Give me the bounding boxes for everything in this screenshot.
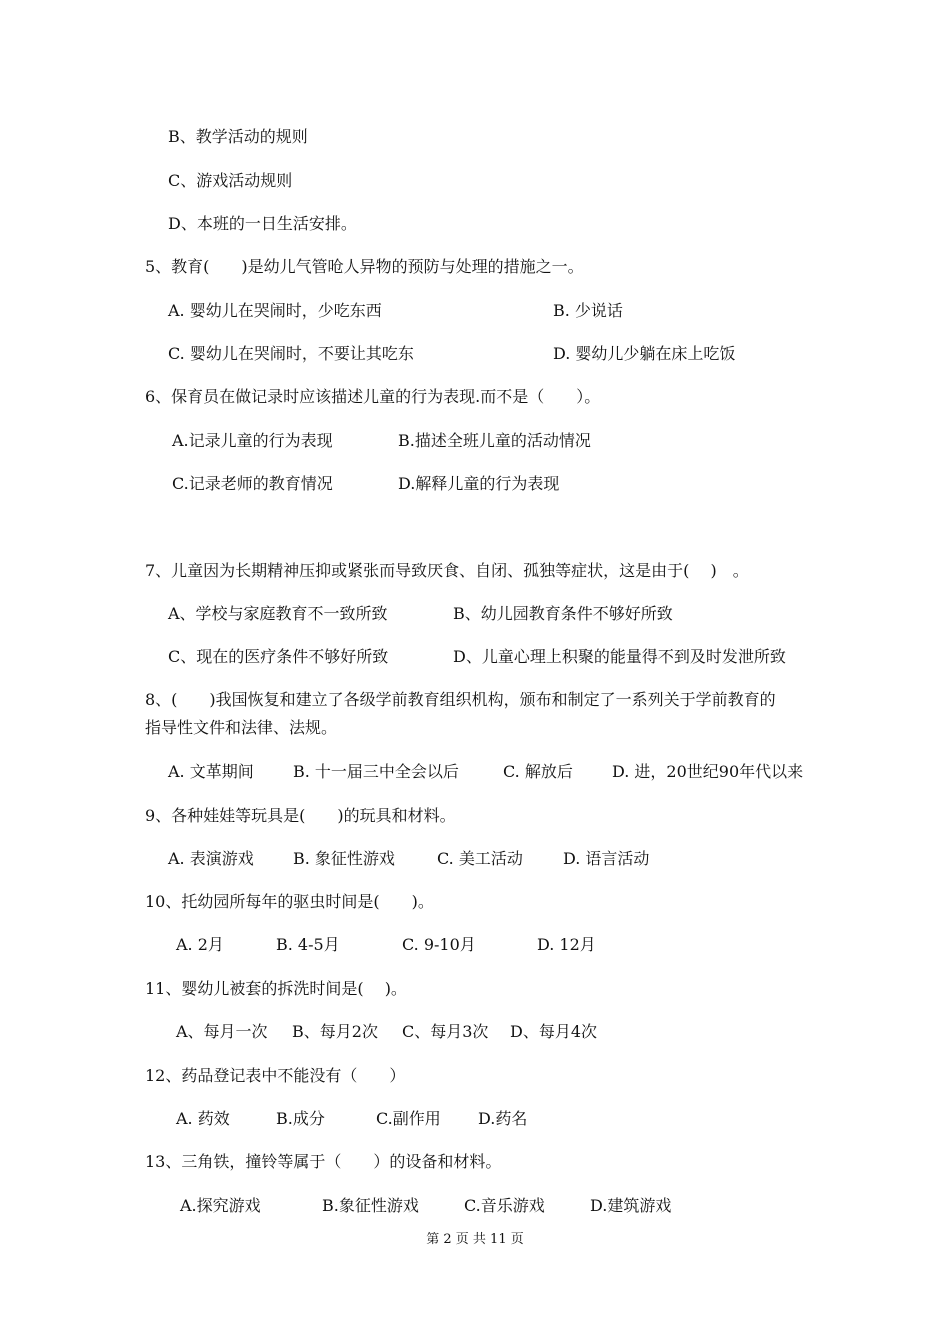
- q12-option-d: D.药名: [478, 1109, 528, 1128]
- q12-option-c: C.副作用: [376, 1109, 441, 1128]
- q5-option-b: B. 少说话: [553, 301, 623, 320]
- q13-option-c: C.音乐游戏: [464, 1196, 545, 1215]
- q7-option-c: C、现在的医疗条件不够好所致: [168, 647, 389, 666]
- q6-option-c: C.记录老师的教育情况: [172, 474, 333, 493]
- q11-option-a: A、每月一次: [176, 1022, 268, 1041]
- q8-option-b: B. 十一届三中全会以后: [293, 762, 459, 781]
- q9-option-c: C. 美工活动: [437, 849, 523, 868]
- q8-stem-line1: 8、( )我国恢复和建立了各级学前教育组织机构，颁布和制定了一系列关于学前教育的: [145, 690, 776, 709]
- q8-option-a: A. 文革期间: [168, 762, 254, 781]
- q12-option-b: B.成分: [276, 1109, 325, 1128]
- q5-option-d: D. 婴幼儿少躺在床上吃饭: [553, 344, 736, 363]
- q4-option-b: B、教学活动的规则: [168, 127, 308, 146]
- q6-option-b: B.描述全班儿童的活动情况: [398, 431, 591, 450]
- q13-option-a: A.探究游戏: [180, 1196, 261, 1215]
- q12-option-a: A. 药效: [176, 1109, 230, 1128]
- q8-stem-line2: 指导性文件和法律、法规。: [145, 718, 338, 737]
- q13-stem: 13、三角铁，撞铃等属于（ ）的设备和材料。: [145, 1152, 502, 1171]
- q8-option-d: D. 进，20世纪90年代以来: [612, 762, 804, 781]
- q10-option-b: B. 4-5月: [276, 935, 340, 954]
- q11-option-c: C、每月3次: [402, 1022, 489, 1041]
- q10-option-a: A. 2月: [176, 935, 224, 954]
- q8-option-c: C. 解放后: [503, 762, 573, 781]
- q5-stem: 5、教育( )是幼儿气管呛人异物的预防与处理的措施之一。: [145, 257, 584, 276]
- q7-option-a: A、学校与家庭教育不一致所致: [168, 604, 388, 623]
- q7-option-d: D、儿童心理上积聚的能量得不到及时发泄所致: [453, 647, 786, 666]
- q9-option-a: A. 表演游戏: [168, 849, 254, 868]
- q4-option-d: D、本班的一日生活安排。: [168, 214, 357, 233]
- q11-option-b: B、每月2次: [292, 1022, 378, 1041]
- page-number-footer: 第 2 页 共 11 页: [426, 1232, 524, 1247]
- q11-option-d: D、每月4次: [510, 1022, 598, 1041]
- q6-stem: 6、保育员在做记录时应该描述儿童的行为表现.而不是（ ）。: [145, 387, 601, 406]
- q10-option-d: D. 12月: [537, 935, 596, 954]
- q11-stem: 11、婴幼儿被套的拆洗时间是( )。: [145, 979, 407, 998]
- q7-stem: 7、儿童因为长期精神压抑或紧张而导致厌食、自闭、孤独等症状，这是由于( ) 。: [145, 561, 749, 580]
- q5-option-c: C. 婴幼儿在哭闹时，不要让其吃东: [168, 344, 414, 363]
- q10-option-c: C. 9-10月: [402, 935, 476, 954]
- q9-option-b: B. 象征性游戏: [293, 849, 395, 868]
- q9-option-d: D. 语言活动: [563, 849, 650, 868]
- q10-stem: 10、托幼园所每年的驱虫时间是( )。: [145, 892, 434, 911]
- q6-option-d: D.解释儿童的行为表现: [398, 474, 560, 493]
- q13-option-b: B.象征性游戏: [322, 1196, 419, 1215]
- q5-option-a: A. 婴幼儿在哭闹时，少吃东西: [168, 301, 382, 320]
- q13-option-d: D.建筑游戏: [590, 1196, 672, 1215]
- q12-stem: 12、药品登记表中不能没有（ ）: [145, 1066, 406, 1085]
- q9-stem: 9、各种娃娃等玩具是( )的玩具和材料。: [145, 806, 456, 825]
- q6-option-a: A.记录儿童的行为表现: [172, 431, 333, 450]
- q4-option-c: C、游戏活动规则: [168, 171, 293, 190]
- q7-option-b: B、幼儿园教育条件不够好所致: [453, 604, 673, 623]
